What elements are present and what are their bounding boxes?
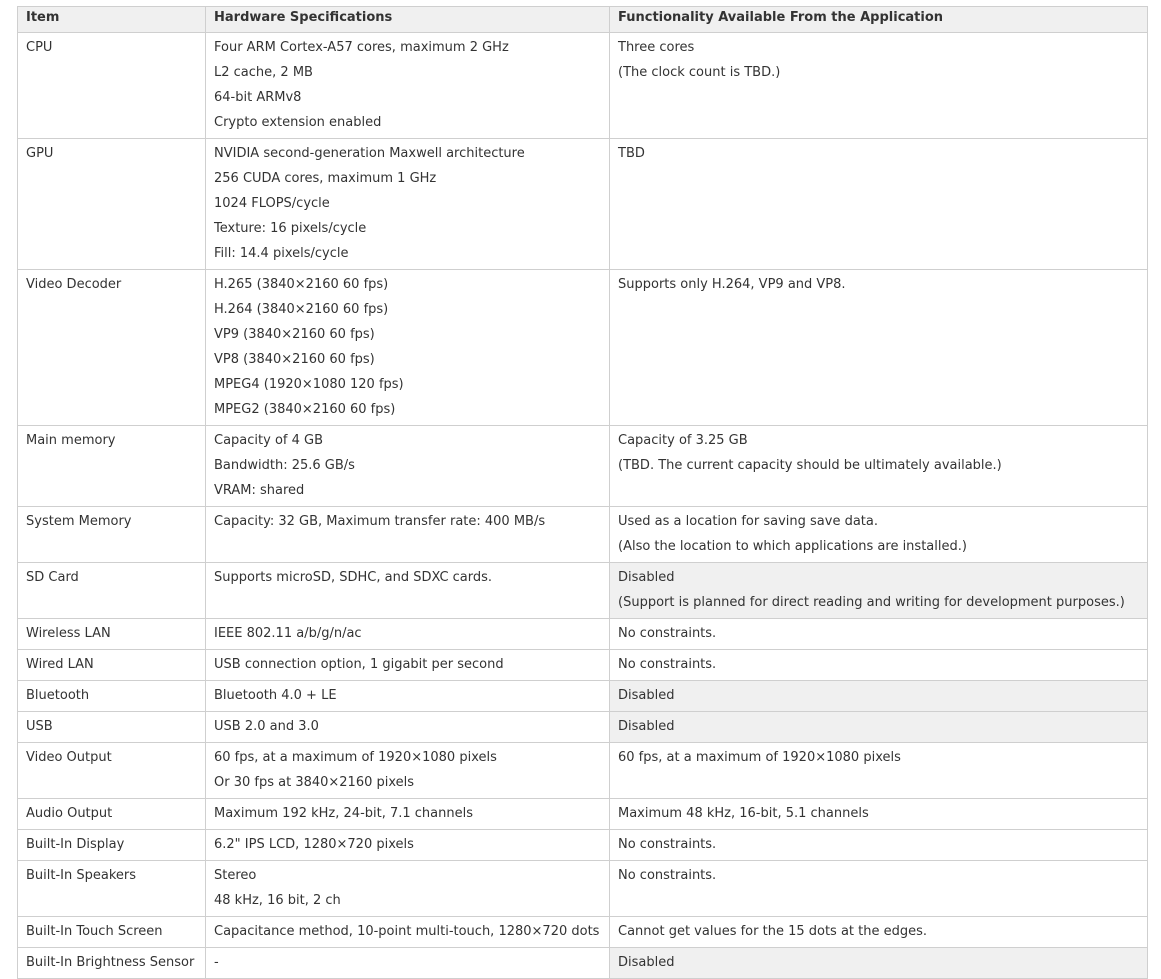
functionality-cell [610, 270, 1148, 426]
hardware-spec-cell [206, 563, 610, 619]
functionality-cell [610, 830, 1148, 861]
hardware-spec-cell [206, 507, 610, 563]
functionality-line: 60 fps, at a maximum of 1920×1080 pixels [618, 750, 901, 765]
item-cell: Main memory [18, 426, 206, 507]
functionality-line: No constraints. [618, 868, 717, 883]
table-body [18, 33, 1148, 979]
hardware-spec-line: Capacitance method, 10-point multi-touch, 1280×720 dots [214, 924, 600, 939]
header-hardware-specifications: Hardware Specifications [206, 7, 610, 33]
functionality-line: TBD [618, 146, 645, 161]
hardware-spec-cell [206, 270, 610, 426]
table-row [18, 507, 1148, 563]
functionality-cell [610, 861, 1148, 917]
item-cell: SD Card [18, 563, 206, 619]
hardware-spec-line: 256 CUDA cores, maximum 1 GHz [214, 171, 437, 186]
hardware-spec-line: VP9 (3840×2160 60 fps) [214, 327, 375, 342]
hardware-spec-line: Stereo [214, 868, 257, 883]
hardware-spec-line: 6.2" IPS LCD, 1280×720 pixels [214, 837, 414, 852]
functionality-line: Used as a location for saving save data. [618, 514, 879, 529]
functionality-line: (Support is planned for direct reading and writing for development purposes.) [618, 595, 1125, 610]
item-cell: Video Decoder [18, 270, 206, 426]
hardware-spec-cell [206, 139, 610, 270]
hardware-spec-line: Or 30 fps at 3840×2160 pixels [214, 775, 415, 790]
item-cell: Bluetooth [18, 681, 206, 712]
table-row [18, 712, 1148, 743]
item-cell: Wireless LAN [18, 619, 206, 650]
hardware-spec-cell [206, 619, 610, 650]
table-row [18, 799, 1148, 830]
table-row [18, 917, 1148, 948]
hardware-spec-line: Bluetooth 4.0 + LE [214, 688, 337, 703]
hardware-spec-line: Fill: 14.4 pixels/cycle [214, 246, 349, 261]
hardware-spec-line: Four ARM Cortex-A57 cores, maximum 2 GHz [214, 40, 509, 55]
item-cell: Wired LAN [18, 650, 206, 681]
hardware-spec-line: H.265 (3840×2160 60 fps) [214, 277, 389, 292]
table-row [18, 139, 1148, 270]
functionality-line: Disabled [618, 570, 675, 585]
hardware-spec-line: VP8 (3840×2160 60 fps) [214, 352, 375, 367]
hardware-spec-line: NVIDIA second-generation Maxwell architecture [214, 146, 525, 161]
item-cell: Video Output [18, 743, 206, 799]
item-cell: Built-In Speakers [18, 861, 206, 917]
functionality-line: Cannot get values for the 15 dots at the edges. [618, 924, 928, 939]
hardware-spec-line: H.264 (3840×2160 60 fps) [214, 302, 389, 317]
functionality-cell [610, 681, 1148, 712]
hardware-spec-cell [206, 33, 610, 139]
functionality-line: Disabled [618, 955, 675, 970]
hardware-spec-line: Capacity of 4 GB [214, 433, 324, 448]
hardware-spec-line: L2 cache, 2 MB [214, 65, 313, 80]
hardware-spec-line: Capacity: 32 GB, Maximum transfer rate: 400 MB/s [214, 514, 546, 529]
functionality-line: Disabled [618, 688, 675, 703]
hardware-spec-line: VRAM: shared [214, 483, 305, 498]
table-row [18, 270, 1148, 426]
table-row [18, 650, 1148, 681]
table-header [18, 7, 1148, 33]
functionality-cell [610, 139, 1148, 270]
item-cell: USB [18, 712, 206, 743]
hardware-spec-cell [206, 681, 610, 712]
functionality-cell [610, 619, 1148, 650]
hardware-spec-cell [206, 743, 610, 799]
functionality-cell [610, 650, 1148, 681]
table-row [18, 861, 1148, 917]
functionality-cell [610, 948, 1148, 979]
hardware-spec-line: Texture: 16 pixels/cycle [214, 221, 367, 236]
hardware-spec-cell [206, 861, 610, 917]
hardware-spec-cell [206, 830, 610, 861]
table-row [18, 681, 1148, 712]
functionality-cell [610, 426, 1148, 507]
hardware-spec-cell [206, 917, 610, 948]
item-cell: CPU [18, 33, 206, 139]
hardware-spec-line: Supports microSD, SDHC, and SDXC cards. [214, 570, 493, 585]
functionality-line: Maximum 48 kHz, 16-bit, 5.1 channels [618, 806, 869, 821]
hardware-spec-line: MPEG2 (3840×2160 60 fps) [214, 402, 396, 417]
header-functionality: Functionality Available From the Application [610, 7, 1148, 33]
functionality-cell [610, 917, 1148, 948]
hardware-spec-line: 60 fps, at a maximum of 1920×1080 pixels [214, 750, 497, 765]
hardware-spec-cell [206, 426, 610, 507]
functionality-line: (The clock count is TBD.) [618, 65, 781, 80]
hardware-spec-line: 64-bit ARMv8 [214, 90, 302, 105]
functionality-cell [610, 33, 1148, 139]
header-item: Item [18, 7, 206, 33]
functionality-line: (Also the location to which applications are installed.) [618, 539, 967, 554]
hardware-spec-line: Crypto extension enabled [214, 115, 382, 130]
table-row [18, 426, 1148, 507]
item-cell: Built-In Display [18, 830, 206, 861]
functionality-cell [610, 799, 1148, 830]
hardware-spec-line: - [214, 955, 219, 970]
item-cell: GPU [18, 139, 206, 270]
functionality-cell [610, 712, 1148, 743]
table-row [18, 33, 1148, 139]
header-row [18, 7, 1148, 33]
functionality-line: Capacity of 3.25 GB [618, 433, 748, 448]
hardware-spec-line: Maximum 192 kHz, 24-bit, 7.1 channels [214, 806, 474, 821]
hardware-spec-cell [206, 712, 610, 743]
functionality-line: Disabled [618, 719, 675, 734]
table-row [18, 563, 1148, 619]
functionality-line: Three cores [618, 40, 695, 55]
functionality-line: (TBD. The current capacity should be ultimately available.) [618, 458, 1002, 473]
functionality-line: Supports only H.264, VP9 and VP8. [618, 277, 846, 292]
functionality-line: No constraints. [618, 837, 717, 852]
functionality-line: No constraints. [618, 657, 717, 672]
table-row [18, 619, 1148, 650]
hardware-spec-cell [206, 799, 610, 830]
hardware-spec-line: 1024 FLOPS/cycle [214, 196, 330, 211]
item-cell: System Memory [18, 507, 206, 563]
table-row [18, 743, 1148, 799]
hardware-spec-cell [206, 948, 610, 979]
hardware-spec-cell [206, 650, 610, 681]
functionality-cell [610, 507, 1148, 563]
hardware-spec-line: MPEG4 (1920×1080 120 fps) [214, 377, 404, 392]
functionality-line: No constraints. [618, 626, 717, 641]
functionality-cell [610, 563, 1148, 619]
hardware-spec-line: USB 2.0 and 3.0 [214, 719, 319, 734]
hardware-spec-line: USB connection option, 1 gigabit per second [214, 657, 504, 672]
spec-table [17, 6, 1148, 979]
hardware-spec-line: Bandwidth: 25.6 GB/s [214, 458, 355, 473]
hardware-spec-line: IEEE 802.11 a/b/g/n/ac [214, 626, 362, 641]
hardware-spec-line: 48 kHz, 16 bit, 2 ch [214, 893, 341, 908]
functionality-cell [610, 743, 1148, 799]
item-cell: Audio Output [18, 799, 206, 830]
item-cell: Built-In Touch Screen [18, 917, 206, 948]
table-row [18, 830, 1148, 861]
item-cell: Built-In Brightness Sensor [18, 948, 206, 979]
table-row [18, 948, 1148, 979]
